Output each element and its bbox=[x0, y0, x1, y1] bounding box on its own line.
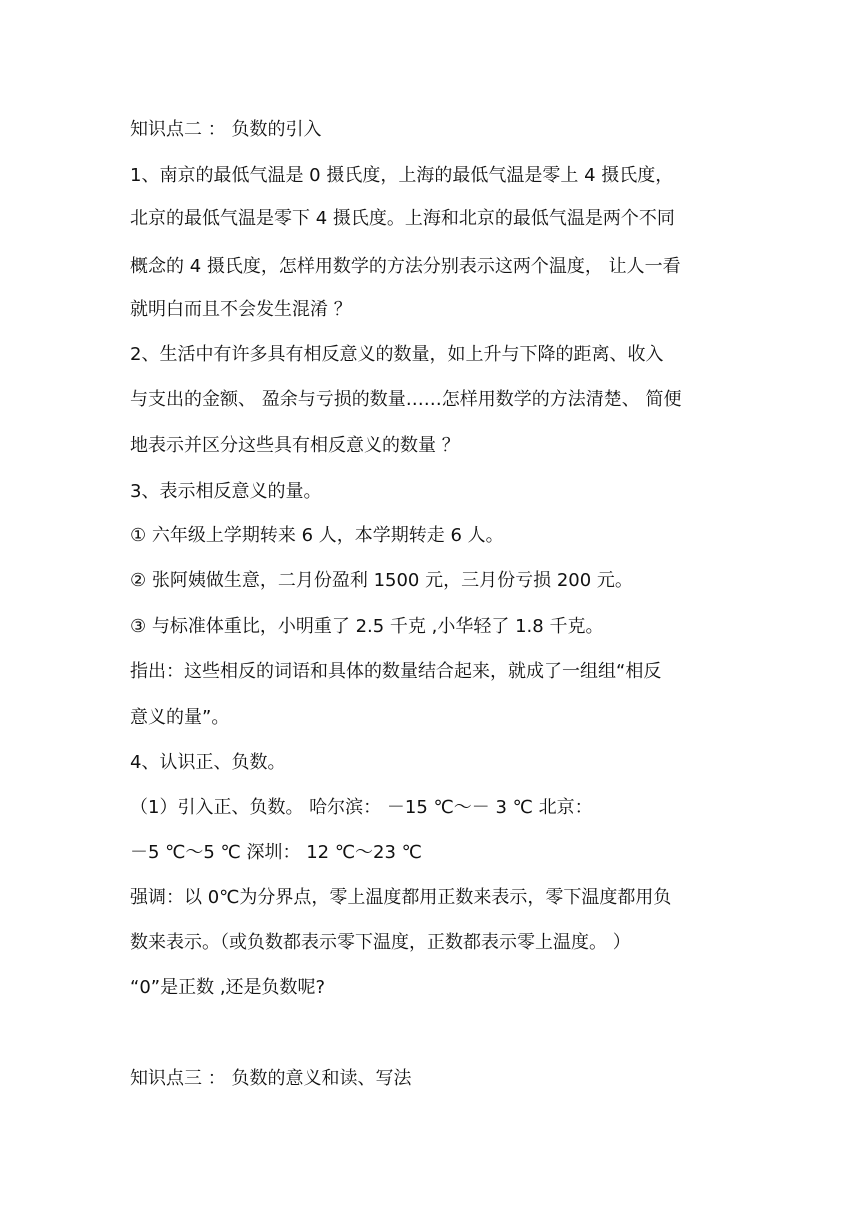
paragraph-1-line: 就明白而且不会发生混淆 ？ bbox=[130, 299, 352, 320]
paragraph-3-item: ① 六年级上学期转来 6 人，本学期转走 6 人。 bbox=[130, 525, 504, 546]
emphasis-line: 强调：以 0℃为分界点，零上温度都用正数来表示，零下温度都用负 bbox=[130, 887, 672, 908]
paragraph-2-line: 2、生活中有许多具有相反意义的数量，如上升与下降的距离、收入 bbox=[130, 344, 664, 365]
paragraph-3-item: ② 张阿姨做生意，二月份盈利 1500 元，三月份亏损 200 元。 bbox=[130, 570, 633, 591]
paragraph-2-line: 地表示并区分这些具有相反意义的数量 ？ bbox=[130, 435, 460, 456]
paragraph-4-title: 4、认识正、负数。 bbox=[130, 752, 286, 773]
emphasis-line: 数来表示。（或负数都表示零下温度，正数都表示零上温度。 ） bbox=[130, 932, 631, 953]
paragraph-3-title: 3、表示相反意义的量。 bbox=[130, 481, 322, 502]
emphasis-line: “0”是正数 ,还是负数呢? bbox=[130, 977, 326, 998]
paragraph-1-line: 北京的最低气温是零下 4 摄氏度。上海和北京的最低气温是两个不同 bbox=[130, 208, 675, 229]
paragraph-1-line: 概念的 4 摄氏度，怎样用数学的方法分别表示这两个温度， 让人一看 bbox=[130, 256, 681, 277]
section2-heading: 知识点二 ： 负数的引入 bbox=[130, 119, 322, 140]
paragraph-4-line: （1）引入正、负数。 哈尔滨： －15 ℃～－ 3 ℃ 北京： bbox=[130, 797, 593, 818]
paragraph-2-line: 与支出的金额、 盈余与亏损的数量……怎样用数学的方法清楚、 简便 bbox=[130, 389, 682, 410]
section3-heading: 知识点三 ： 负数的意义和读、写法 bbox=[130, 1068, 412, 1089]
paragraph-3-item: ③ 与标准体重比，小明重了 2.5 千克 ,小华轻了 1.8 千克。 bbox=[130, 616, 604, 637]
note-line: 指出：这些相反的词语和具体的数量结合起来，就成了一组组“相反 bbox=[130, 661, 662, 682]
paragraph-1-line: 1、南京的最低气温是 0 摄氏度，上海的最低气温是零上 4 摄氏度， bbox=[130, 165, 674, 186]
note-line: 意义的量”。 bbox=[130, 707, 230, 728]
paragraph-4-line: －5 ℃～5 ℃ 深圳： 12 ℃～23 ℃ bbox=[130, 842, 422, 863]
